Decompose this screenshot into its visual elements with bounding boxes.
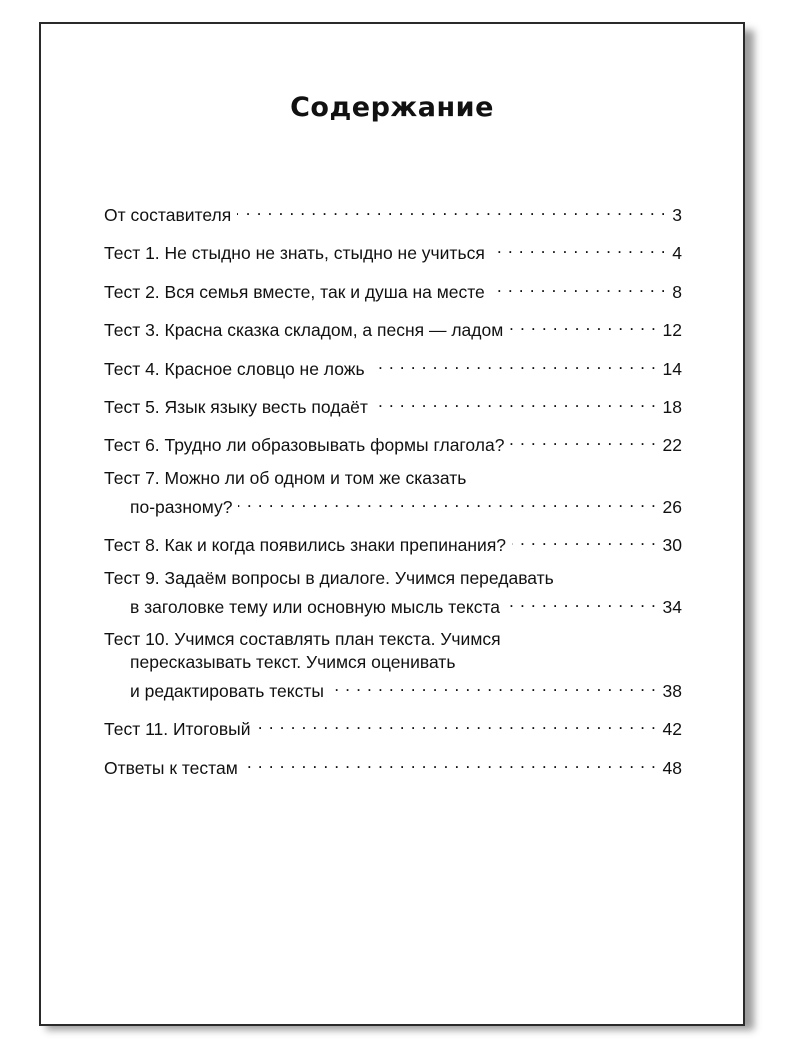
- toc-page-number: 8: [672, 281, 682, 302]
- toc-entry-last-line: [104, 352, 682, 381]
- toc-entry-title: и редактировать тексты: [130, 680, 324, 701]
- toc-page-number: 38: [662, 680, 682, 701]
- toc-entry-line: Тест 7. Можно ли об одном и том же сказать: [104, 467, 467, 488]
- toc-entry-title: по-разному?: [130, 496, 233, 517]
- toc-entry-title: Тест 2. Вся семья вместе, так и душа на месте: [104, 281, 485, 302]
- toc-entry[interactable]: [104, 751, 682, 780]
- dot-leader: [238, 490, 656, 513]
- dot-leader: [491, 236, 666, 259]
- dot-leader: [512, 528, 657, 551]
- toc-entry-title: Тест 5. Язык языку весть подаёт: [104, 396, 368, 417]
- toc-entry-title: От составителя: [104, 205, 232, 225]
- toc-entry-title: Тест 3. Красна сказка складом, а песня — ладом: [104, 320, 504, 341]
- toc-entry-last-line: [104, 275, 682, 304]
- toc-page-number: 4: [672, 243, 682, 264]
- toc-entry-last-line: [104, 751, 682, 780]
- toc-entry[interactable]: [104, 567, 682, 619]
- toc-entry-last-line: [104, 674, 682, 703]
- toc-page-number: 42: [662, 719, 682, 740]
- table-of-contents: [104, 198, 682, 789]
- dot-leader: [256, 712, 656, 735]
- document-page: [39, 22, 745, 1026]
- dot-leader: [506, 590, 657, 613]
- toc-entry[interactable]: [104, 313, 682, 342]
- toc-entry[interactable]: [104, 467, 682, 519]
- toc-entry-last-line: [104, 590, 682, 619]
- toc-entry[interactable]: [104, 198, 682, 227]
- toc-entry[interactable]: [104, 628, 682, 703]
- toc-entry-last-line: [104, 490, 682, 519]
- toc-entry-last-line: [104, 428, 682, 457]
- toc-entry-title: Тест 6. Трудно ли образовывать формы глагола?: [104, 435, 505, 456]
- toc-entry-title: Тест 11. Итоговый: [104, 719, 251, 740]
- toc-entry-last-line: [104, 390, 682, 419]
- toc-entry[interactable]: [104, 528, 682, 557]
- dot-leader: [509, 313, 656, 336]
- toc-entry-title: Тест 4. Красное словцо не ложь: [104, 358, 365, 379]
- toc-entry[interactable]: [104, 428, 682, 457]
- toc-entry[interactable]: [104, 275, 682, 304]
- toc-entry[interactable]: [104, 712, 682, 741]
- page-title: Содержание: [290, 92, 494, 123]
- dot-leader: [374, 390, 657, 413]
- toc-page-number: 12: [662, 320, 682, 341]
- toc-entry-title: Ответы к тестам: [104, 757, 238, 778]
- toc-page-number: 26: [662, 496, 682, 517]
- dot-leader: [244, 751, 657, 774]
- dot-leader: [237, 198, 666, 221]
- dot-leader: [491, 275, 666, 298]
- toc-page-number: 30: [662, 535, 682, 556]
- toc-entry-title: Тест 1. Не стыдно не знать, стыдно не учиться: [104, 243, 485, 264]
- toc-page-number: 18: [662, 396, 682, 417]
- toc-entry-title: в заголовке тему или основную мысль текста: [130, 596, 500, 617]
- toc-entry-title: Тест 8. Как и когда появились знаки препинания?: [104, 535, 507, 556]
- toc-entry-last-line: [104, 712, 682, 741]
- toc-entry-last-line: [104, 198, 682, 227]
- toc-entry-last-line: [104, 236, 682, 265]
- toc-entry[interactable]: [104, 352, 682, 381]
- toc-page-number: 14: [662, 358, 682, 379]
- toc-entry-line: пересказывать текст. Учимся оценивать: [130, 651, 456, 672]
- toc-entry-last-line: [104, 313, 682, 342]
- toc-entry-last-line: [104, 528, 682, 557]
- toc-page-number: 22: [662, 435, 682, 456]
- toc-entry[interactable]: [104, 236, 682, 265]
- dot-leader: [510, 428, 656, 451]
- dot-leader: [330, 674, 657, 697]
- toc-page-number: 48: [662, 757, 682, 778]
- toc-entry-line: Тест 10. Учимся составлять план текста. Учимся: [104, 628, 501, 649]
- toc-page-number: 3: [672, 205, 682, 225]
- dot-leader: [371, 352, 657, 375]
- toc-entry-line: Тест 9. Задаём вопросы в диалоге. Учимся передавать: [104, 567, 554, 588]
- toc-entry[interactable]: [104, 390, 682, 419]
- toc-page-number: 34: [662, 596, 682, 617]
